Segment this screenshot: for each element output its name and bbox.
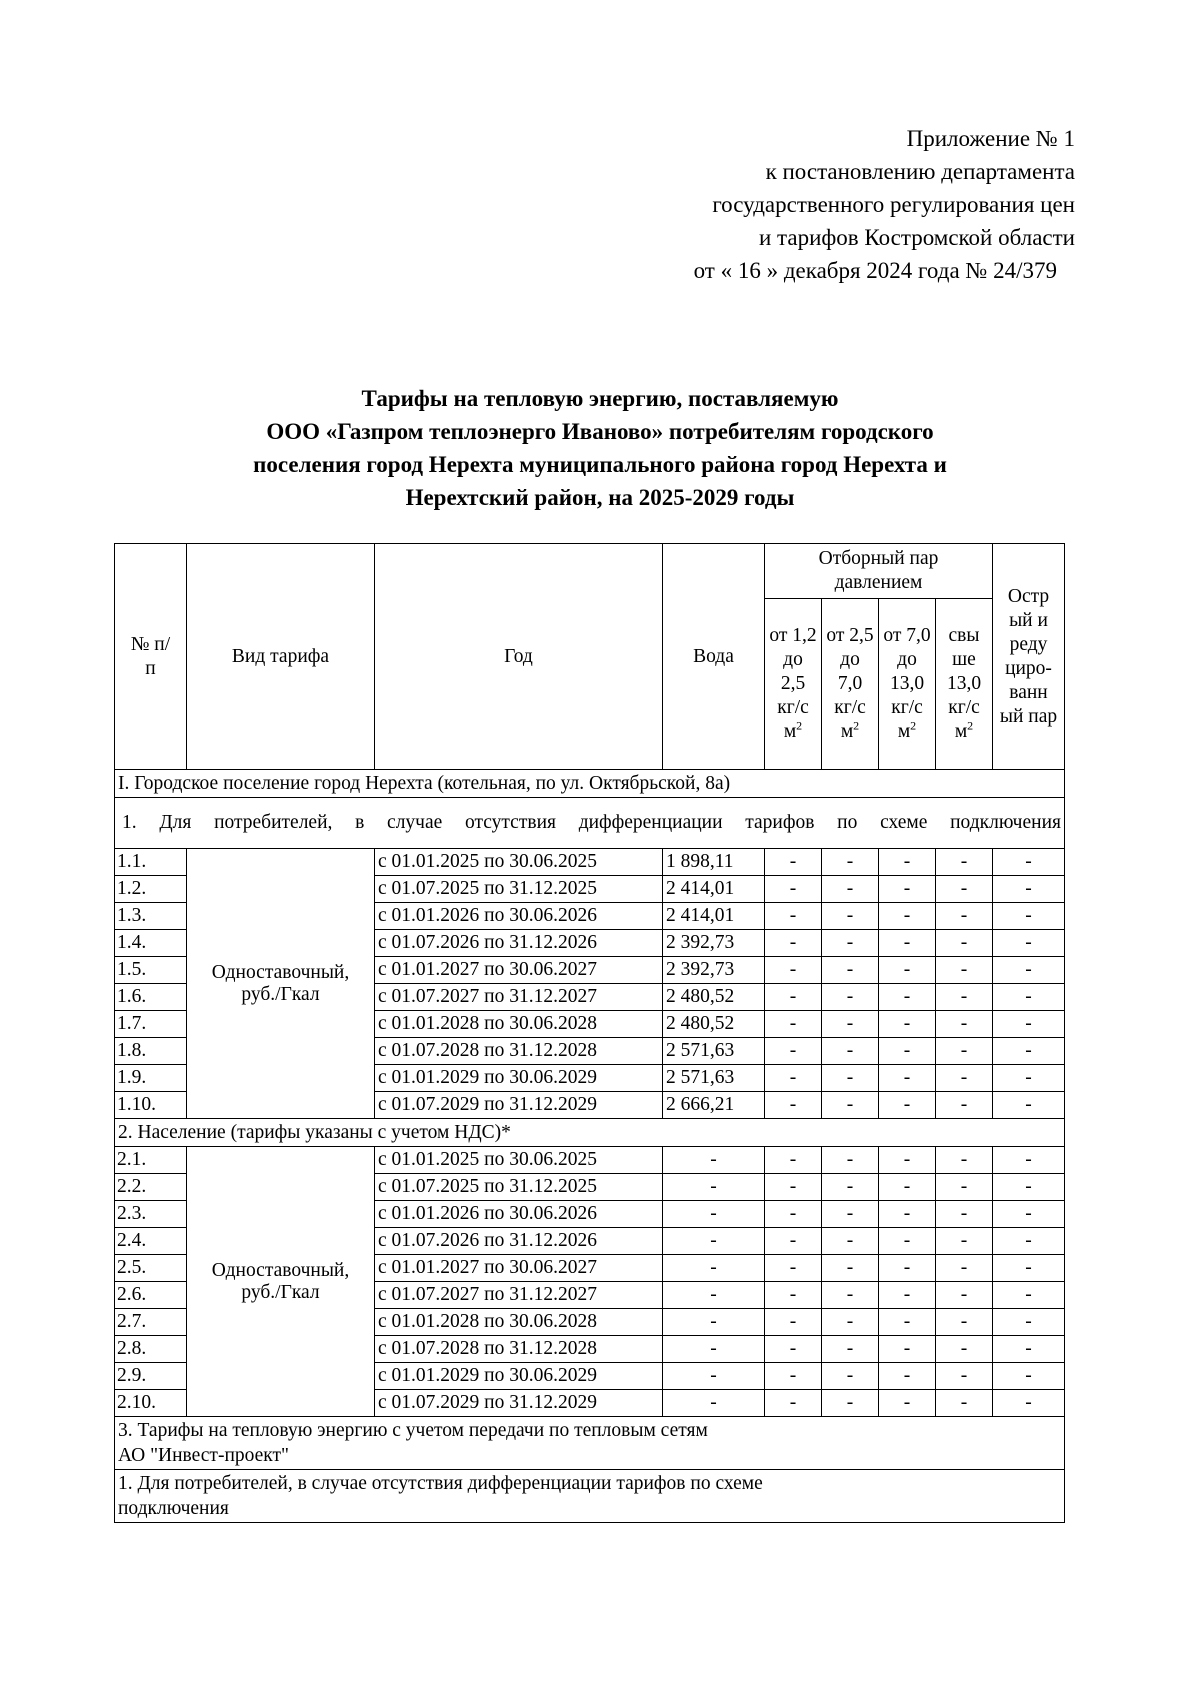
water-value: - — [663, 1309, 765, 1336]
steam-value: - — [822, 1336, 879, 1363]
period-cell: с 01.01.2026 по 30.06.2026 — [375, 903, 663, 930]
group-4-line-1: 1. Для потребителей, в случае отсутствия дифференциации тарифов по схеме — [118, 1473, 763, 1494]
period-cell: с 01.01.2027 по 30.06.2027 — [375, 1255, 663, 1282]
period-cell: с 01.07.2029 по 31.12.2029 — [375, 1092, 663, 1119]
unit-m: м — [783, 721, 797, 742]
row-number: 1.10. — [115, 1092, 187, 1119]
period-cell: с 01.07.2028 по 31.12.2028 — [375, 1336, 663, 1363]
row-number: 2.10. — [115, 1390, 187, 1417]
water-value: 2 480,52 — [663, 1011, 765, 1038]
steam-value: - — [993, 903, 1065, 930]
header-tariff-type: Вид тарифа — [187, 544, 375, 770]
unit-sup: 2 — [796, 718, 803, 733]
steam-value: - — [936, 1336, 993, 1363]
steam-value: - — [936, 1147, 993, 1174]
row-number: 2.2. — [115, 1174, 187, 1201]
unit-m: м — [897, 721, 911, 742]
steam-value: - — [993, 1038, 1065, 1065]
steam-value: - — [879, 876, 936, 903]
steam-value: - — [993, 1390, 1065, 1417]
title-line: Тарифы на тепловую энергию, поставляемую — [361, 386, 839, 411]
steam-value: - — [765, 984, 822, 1011]
group-3-line-2: АО "Инвест-проект" — [118, 1445, 289, 1466]
row-number: 1.2. — [115, 876, 187, 903]
steam-value: - — [765, 1065, 822, 1092]
row-number: 2.6. — [115, 1282, 187, 1309]
steam-value: - — [993, 1309, 1065, 1336]
steam-value: - — [936, 849, 993, 876]
steam-value: - — [822, 1228, 879, 1255]
period-cell: с 01.01.2029 по 30.06.2029 — [375, 1363, 663, 1390]
title-line: ООО «Газпром теплоэнерго Иваново» потребителям городского — [266, 419, 934, 444]
steam-value: - — [822, 1255, 879, 1282]
steam-value: - — [936, 957, 993, 984]
steam-value: - — [879, 1092, 936, 1119]
water-value: 2 571,63 — [663, 1065, 765, 1092]
appendix-line: Приложение № 1 — [906, 126, 1075, 151]
row-number: 2.1. — [115, 1147, 187, 1174]
group-1-title-text: 1. Для потребителей, в случае отсутствия дифференциации тарифов по схеме подключения — [122, 812, 1061, 833]
steam-value: - — [765, 1390, 822, 1417]
steam-value: - — [765, 1038, 822, 1065]
water-value: - — [663, 1336, 765, 1363]
header-year: Год — [375, 544, 663, 770]
title-line: Нерехтский район, на 2025-2029 годы — [405, 485, 795, 510]
group-row — [115, 1470, 1065, 1523]
steam-value: - — [879, 1336, 936, 1363]
steam-value: - — [879, 1390, 936, 1417]
steam-value: - — [822, 1390, 879, 1417]
unit-sup: 2 — [910, 718, 917, 733]
header-steam-4 — [936, 599, 993, 770]
header-steam-2 — [822, 599, 879, 770]
steam-value: - — [765, 1309, 822, 1336]
header-water: Вода — [663, 544, 765, 770]
row-number: 1.8. — [115, 1038, 187, 1065]
steam-value: - — [765, 1174, 822, 1201]
water-value: - — [663, 1255, 765, 1282]
steam-value: - — [765, 1228, 822, 1255]
steam-value: - — [822, 1038, 879, 1065]
steam-value: - — [993, 957, 1065, 984]
period-cell: с 01.01.2025 по 30.06.2025 — [375, 849, 663, 876]
steam-value: - — [879, 1011, 936, 1038]
row-number: 1.4. — [115, 930, 187, 957]
steam-value: - — [765, 957, 822, 984]
header-steam-group: Отборный пар давлением — [765, 544, 993, 599]
group-row — [115, 1417, 1065, 1470]
appendix-line: и тарифов Костромской области — [758, 225, 1075, 250]
period-cell: с 01.07.2026 по 31.12.2026 — [375, 1228, 663, 1255]
water-value: 2 480,52 — [663, 984, 765, 1011]
steam-value: - — [936, 1309, 993, 1336]
period-cell: с 01.07.2027 по 31.12.2027 — [375, 984, 663, 1011]
row-number: 2.7. — [115, 1309, 187, 1336]
period-cell: с 01.07.2027 по 31.12.2027 — [375, 1282, 663, 1309]
steam-value: - — [879, 1282, 936, 1309]
steam-value: - — [993, 984, 1065, 1011]
row-number: 1.6. — [115, 984, 187, 1011]
steam-value: - — [765, 903, 822, 930]
steam-value: - — [822, 1011, 879, 1038]
steam-value: - — [765, 930, 822, 957]
section-title: I. Городское поселение город Нерехта (котельная, по ул. Октябрьской, 8а) — [115, 770, 1065, 798]
steam-value: - — [765, 1363, 822, 1390]
water-value: 2 666,21 — [663, 1092, 765, 1119]
steam-value: - — [879, 849, 936, 876]
water-value: - — [663, 1363, 765, 1390]
steam-value: - — [822, 1174, 879, 1201]
title-line: поселения город Нерехта муниципального района город Нерехта и — [253, 452, 947, 477]
steam-value: - — [765, 1282, 822, 1309]
water-value: 2 392,73 — [663, 957, 765, 984]
steam-value: - — [822, 984, 879, 1011]
steam-value: - — [879, 930, 936, 957]
steam-value: - — [936, 1201, 993, 1228]
steam-value: - — [822, 1092, 879, 1119]
row-number: 1.5. — [115, 957, 187, 984]
steam-value: - — [879, 1201, 936, 1228]
group-3-title — [115, 1417, 1065, 1470]
unit-m: м — [954, 721, 968, 742]
steam-value: - — [822, 957, 879, 984]
water-value: - — [663, 1201, 765, 1228]
period-cell: с 01.01.2025 по 30.06.2025 — [375, 1147, 663, 1174]
steam-value: - — [993, 876, 1065, 903]
period-cell: с 01.07.2026 по 31.12.2026 — [375, 930, 663, 957]
steam-value: - — [936, 1228, 993, 1255]
header-num: № п/п — [115, 544, 187, 770]
header-steam-3 — [879, 599, 936, 770]
appendix-line: государственного регулирования цен — [712, 192, 1075, 217]
steam-value: - — [993, 1065, 1065, 1092]
steam-value: - — [822, 876, 879, 903]
steam-value: - — [822, 1065, 879, 1092]
steam-value: - — [879, 984, 936, 1011]
group-4-title — [115, 1470, 1065, 1523]
header-steam-4-text: свы ше 13,0 кг/с — [946, 625, 982, 718]
appendix-line: от « 16 » декабря 2024 года № 24/379 — [693, 258, 1057, 283]
steam-value: - — [993, 1011, 1065, 1038]
steam-value: - — [936, 1038, 993, 1065]
row-number: 2.3. — [115, 1201, 187, 1228]
steam-value: - — [879, 1147, 936, 1174]
period-cell: с 01.01.2028 по 30.06.2028 — [375, 1011, 663, 1038]
group-1-title — [115, 798, 1065, 849]
period-cell: с 01.01.2026 по 30.06.2026 — [375, 1201, 663, 1228]
steam-value: - — [879, 1065, 936, 1092]
steam-value: - — [879, 957, 936, 984]
row-number: 2.5. — [115, 1255, 187, 1282]
row-number: 2.9. — [115, 1363, 187, 1390]
section-row — [115, 770, 1065, 798]
group-1-tariff-type: Одноставочный, руб./Гкал — [187, 849, 375, 1119]
water-value: 2 571,63 — [663, 1038, 765, 1065]
period-cell: с 01.07.2028 по 31.12.2028 — [375, 1038, 663, 1065]
steam-value: - — [993, 1174, 1065, 1201]
steam-value: - — [822, 849, 879, 876]
water-value: - — [663, 1228, 765, 1255]
group-row — [115, 798, 1065, 849]
steam-value: - — [765, 876, 822, 903]
steam-value: - — [822, 1282, 879, 1309]
header-row — [115, 544, 1065, 599]
steam-value: - — [822, 1201, 879, 1228]
unit-sup: 2 — [853, 718, 860, 733]
steam-value: - — [822, 903, 879, 930]
period-cell: с 01.01.2027 по 30.06.2027 — [375, 957, 663, 984]
steam-value: - — [879, 903, 936, 930]
steam-value: - — [936, 1092, 993, 1119]
steam-value: - — [936, 1065, 993, 1092]
steam-value: - — [879, 1309, 936, 1336]
appendix-header — [555, 122, 1075, 287]
steam-value: - — [822, 1309, 879, 1336]
row-number: 1.7. — [115, 1011, 187, 1038]
steam-value: - — [822, 1147, 879, 1174]
steam-value: - — [765, 1201, 822, 1228]
water-value: - — [663, 1390, 765, 1417]
group-3-line-1: 3. Тарифы на тепловую энергию с учетом передачи по тепловым сетям — [118, 1420, 708, 1441]
period-cell: с 01.07.2025 по 31.12.2025 — [375, 876, 663, 903]
water-value: 2 414,01 — [663, 876, 765, 903]
document-title — [140, 382, 1060, 514]
steam-value: - — [936, 930, 993, 957]
header-steam-1-text: от 1,2 до 2,5 кг/с — [769, 625, 817, 718]
steam-value: - — [765, 1147, 822, 1174]
steam-value: - — [993, 1092, 1065, 1119]
steam-value: - — [993, 1228, 1065, 1255]
steam-value: - — [765, 1092, 822, 1119]
steam-value: - — [936, 1011, 993, 1038]
row-number: 1.1. — [115, 849, 187, 876]
header-steam-1 — [765, 599, 822, 770]
header-steam-2-text: от 2,5 до 7,0 кг/с — [826, 625, 874, 718]
steam-value: - — [879, 1174, 936, 1201]
steam-value: - — [993, 930, 1065, 957]
water-value: - — [663, 1147, 765, 1174]
water-value: 2 414,01 — [663, 903, 765, 930]
group-2-title: 2. Население (тарифы указаны с учетом НДС)* — [115, 1119, 1065, 1147]
steam-value: - — [879, 1255, 936, 1282]
steam-value: - — [993, 1282, 1065, 1309]
water-value: 1 898,11 — [663, 849, 765, 876]
water-value: 2 392,73 — [663, 930, 765, 957]
steam-value: - — [993, 849, 1065, 876]
steam-value: - — [993, 1255, 1065, 1282]
steam-value: - — [936, 903, 993, 930]
group-4-line-2: подключения — [118, 1498, 229, 1519]
steam-value: - — [822, 1363, 879, 1390]
unit-m: м — [840, 721, 854, 742]
row-number: 1.3. — [115, 903, 187, 930]
period-cell: с 01.07.2029 по 31.12.2029 — [375, 1390, 663, 1417]
steam-value: - — [936, 876, 993, 903]
steam-value: - — [936, 1363, 993, 1390]
steam-value: - — [765, 1336, 822, 1363]
steam-value: - — [993, 1201, 1065, 1228]
period-cell: с 01.01.2028 по 30.06.2028 — [375, 1309, 663, 1336]
unit-sup: 2 — [967, 718, 974, 733]
steam-value: - — [936, 1390, 993, 1417]
table-row — [115, 1147, 1065, 1174]
row-number: 2.8. — [115, 1336, 187, 1363]
steam-value: - — [993, 1363, 1065, 1390]
steam-value: - — [879, 1363, 936, 1390]
steam-value: - — [936, 1174, 993, 1201]
group-row — [115, 1119, 1065, 1147]
steam-value: - — [993, 1147, 1065, 1174]
steam-value: - — [765, 1011, 822, 1038]
row-number: 2.4. — [115, 1228, 187, 1255]
steam-value: - — [822, 930, 879, 957]
steam-value: - — [936, 1282, 993, 1309]
appendix-line: к постановлению департамента — [765, 159, 1075, 184]
group-2-tariff-type: Одноставочный, руб./Гкал — [187, 1147, 375, 1417]
row-number: 1.9. — [115, 1065, 187, 1092]
water-value: - — [663, 1282, 765, 1309]
tariff-table — [114, 543, 1065, 1523]
steam-value: - — [936, 1255, 993, 1282]
steam-value: - — [879, 1228, 936, 1255]
period-cell: с 01.01.2029 по 30.06.2029 — [375, 1065, 663, 1092]
header-sharp-steam: Остр ый и реду циро- ванн ый пар — [993, 544, 1065, 770]
water-value: - — [663, 1174, 765, 1201]
period-cell: с 01.07.2025 по 31.12.2025 — [375, 1174, 663, 1201]
steam-value: - — [765, 849, 822, 876]
steam-value: - — [993, 1336, 1065, 1363]
header-steam-3-text: от 7,0 до 13,0 кг/с — [883, 625, 931, 718]
steam-value: - — [936, 984, 993, 1011]
table-row — [115, 849, 1065, 876]
steam-value: - — [879, 1038, 936, 1065]
steam-value: - — [765, 1255, 822, 1282]
